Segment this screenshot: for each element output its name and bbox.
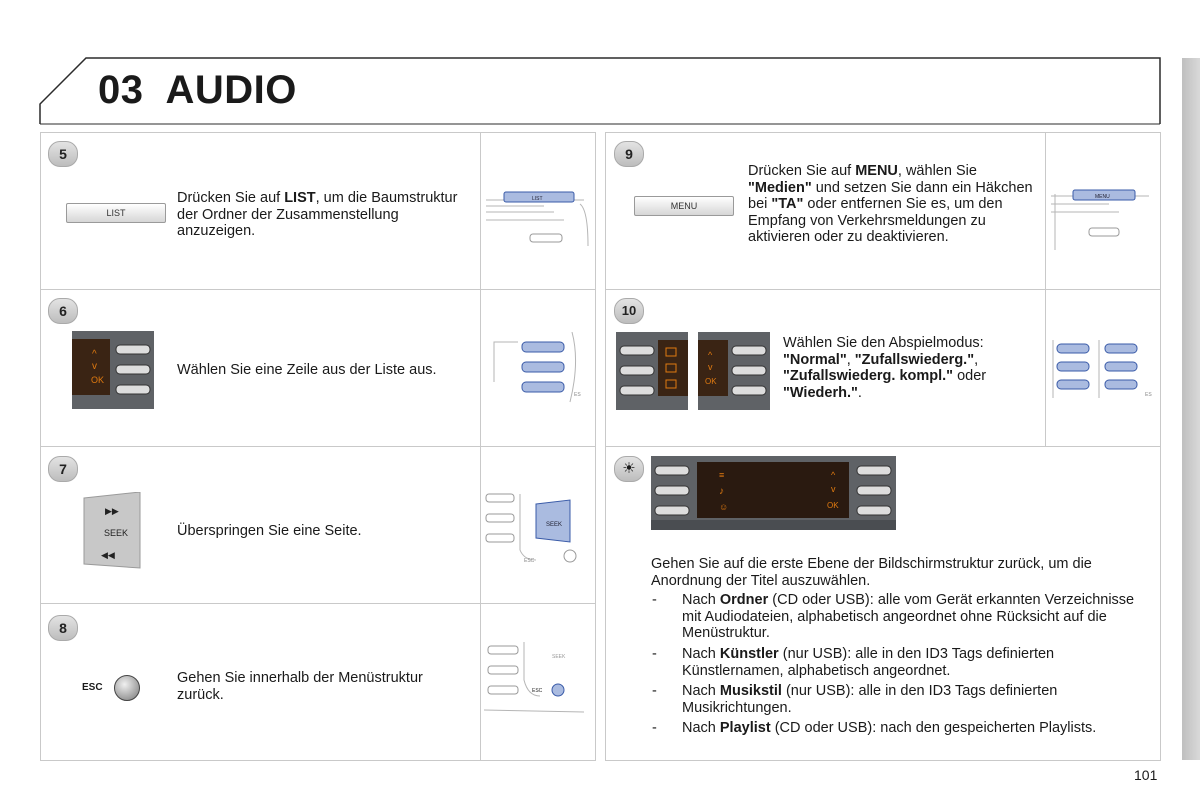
console-diagram-play-mode [1049,334,1159,404]
svg-text:OK: OK [91,375,105,385]
tip-intro: Gehen Sie auf die erste Ebene der Bildschirmstruktur zurück, um die Anordnung der Titel auszuwählen. [651,556,1092,589]
chapter-number: 03 [98,68,144,112]
audio-display-image [651,456,896,530]
step-badge-6: 6 [48,298,78,324]
svg-text:SEEK: SEEK [552,654,566,660]
svg-text:^: ^ [92,349,97,360]
step-badge-10: 10 [614,298,644,324]
svg-text:ES: ES [574,392,581,398]
svg-text:OK: OK [827,501,839,510]
svg-text:v: v [708,362,713,372]
list-dash: - [652,720,657,736]
page-edge-tab [1182,58,1200,760]
svg-text:ESC: ESC [524,558,535,564]
console-diagram-seek [484,490,594,570]
esc-knob-icon [114,675,140,701]
svg-text:MENU: MENU [1095,194,1110,200]
svg-text:v: v [831,484,836,494]
step-6-text: Wählen Sie eine Zeile aus der Liste aus. [177,362,437,378]
list-dash: - [652,592,657,608]
svg-text:◀◀: ◀◀ [101,550,115,560]
list-dash: - [652,646,657,662]
select-keypad-image [72,331,154,409]
panel-divider [480,446,481,604]
svg-text:^: ^ [831,470,836,480]
play-mode-keypad-image [616,332,770,410]
svg-text:ES: ES [1145,392,1152,398]
step-5-text: Drücken Sie auf LIST, um die Baumstruktur der Ordner der Zusammenstellung anzuzeigen. [177,190,458,239]
panel-divider [480,603,481,761]
svg-text:≡: ≡ [719,470,725,480]
svg-text:▶▶: ▶▶ [105,506,119,516]
step-badge-5: 5 [48,141,78,167]
svg-text:^: ^ [708,350,713,360]
step-badge-8: 8 [48,615,78,641]
panel-divider [1045,132,1046,290]
step-9-text: Drücken Sie auf MENU, wählen Sie "Medien" und setzen Sie dann ein Häkchen bei "TA" oder entfernen Sie es, um den Empfang von Verkehrsmeldungen zu aktivieren oder zu deaktivieren. [748,163,1033,245]
console-diagram-menu [1049,184,1159,254]
chapter-heading [98,68,297,113]
menu-key: MENU [634,196,734,216]
step-10-text: Wählen Sie den Abspielmodus: "Normal", "Zufallswiederg.", "Zufallswiederg. kompl." oder "Wiederh.". [783,335,987,401]
chapter-title: AUDIO [165,68,297,112]
seek-button-image [78,492,144,570]
svg-text:♪: ♪ [719,486,724,497]
step-badge-7: 7 [48,456,78,482]
page-number: 101 [1134,767,1158,783]
svg-text:v: v [92,361,97,372]
console-diagram-select [484,332,594,412]
svg-text:LIST: LIST [532,196,543,202]
list-key: LIST [66,203,166,223]
step-8-text: Gehen Sie innerhalb der Menüstruktur zurück. [177,670,423,703]
svg-text:OK: OK [705,377,717,386]
svg-text:☺: ☺ [719,502,729,512]
panel-divider [480,289,481,447]
list-dash: - [652,683,657,699]
svg-text:ESC: ESC [532,688,543,694]
seek-label: SEEK [104,528,129,538]
panel-divider [1045,289,1046,447]
tip-icon: ☀ [614,456,644,482]
panel-divider [480,132,481,290]
esc-label: ESC [82,682,103,693]
step-7-text: Überspringen Sie eine Seite. [177,523,362,539]
step-badge-9: 9 [614,141,644,167]
console-diagram-esc [484,640,594,720]
console-diagram-list [484,186,594,256]
svg-text:SEEK: SEEK [546,522,563,528]
